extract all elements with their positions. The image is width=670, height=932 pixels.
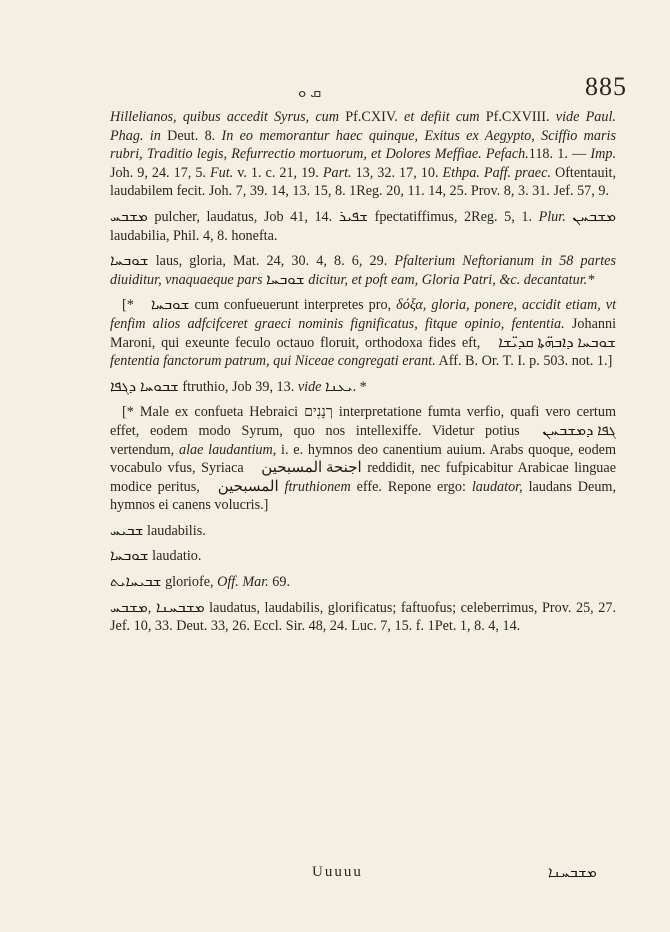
syriac-word: ܫܘܒܚܐ [150, 297, 190, 314]
page-body [110, 108, 616, 643]
entry-grammar: Part. [322, 164, 352, 181]
entry-text: alae laudantium, [178, 441, 277, 458]
entry-ref: 69. [268, 574, 291, 591]
entry-text: fententia fanctorum patrum, qui Niceae congregati erant. [110, 353, 436, 370]
entry-text: vertendum, [110, 441, 179, 458]
entry-text: gloriofe, [161, 574, 218, 591]
entry-laudabilis [110, 522, 616, 541]
syriac-word: ܡܫܒܚܢ [572, 208, 617, 225]
entry-gloriose [110, 573, 616, 592]
entry-laudatus: ܡܫܒܚ, ܡܫܒܚܢܐ laudatus, laudabilis, glorificatus; faftuofus; celeberrimus, Prov. 25, 27. Jef. 10, 33. Deut. 33, 26. Eccl. Sir. 48, 24. Luc. 7, 15. f. 1Pet. 1, 8. 4, 14. [110, 599, 616, 635]
entry-ref: Pf.CXVIII. [485, 109, 550, 125]
entry-ref: Pf.CXIV. [345, 109, 398, 125]
entry-ref: Off. Mar. [217, 574, 269, 591]
entry-text: vide Paul. Phag. in [110, 109, 616, 144]
entry-text: fpectatiffimus, 2Reg. 5, 1. [368, 208, 539, 225]
entry-grammar: Plur. [538, 208, 566, 225]
syriac-word: ܝܥܢܐ [325, 378, 353, 395]
entry-grammar: Fut. [209, 164, 234, 181]
entry-text: , gloria, ponere, accidit etiam, vt fenfim alios adfcifceret graeci nominis fignificatus, fitque [110, 297, 617, 332]
entry-laus [110, 252, 616, 289]
entry-text: et defiit cum [397, 109, 486, 125]
entry-text: [* [122, 297, 139, 314]
entry-pulcher [110, 208, 616, 245]
entry-ref: Joh. 9, 24. 17, 5. [110, 164, 210, 181]
entry-text: reddidit, nec fufpicabitur Arabicae linguae modice peritus, [110, 460, 616, 495]
syriac-headword: ܡܫܒܚ [110, 208, 148, 225]
syriac-headword: ܫܒܝܚܐܝܬ [110, 574, 162, 591]
entry-text: laudabilia, Phil. 4, 8. honefta. [110, 227, 278, 244]
entry-text: In eo memorantur haec quinque, Exitus ex Aegypto, Sciffio maris rubri, Traditio legis, Refurrectio mortuorum, et Dolores Meffiae. Pefach. [110, 127, 616, 163]
entry-grammar: vide [297, 378, 322, 395]
entry-text: cum confueuerunt interpretes pro, [189, 297, 397, 314]
entry-ref: Aff. B. Or. T. I. p. 503. not. 1.] [435, 353, 613, 370]
header-letter-mark: ܩ ܘ [298, 85, 322, 101]
entry-text: pulcher, laudatus, Job 41, 14. [147, 208, 339, 225]
arabic-word: المسبحين [217, 478, 279, 495]
entry-text: opinio, fententia. [464, 315, 565, 332]
entry-laudatio [110, 547, 616, 566]
greek-word: δόξα [396, 297, 423, 314]
syriac-headword: ܫܘܒܚܐ [110, 548, 149, 565]
entry-text: . * [352, 378, 367, 395]
entry-ref: Deut. 8. [167, 127, 216, 144]
entry-hillelianos [110, 108, 616, 201]
note-struthio [110, 403, 616, 515]
entry-struthio [110, 378, 616, 397]
hebrew-word: רְנָנִים [304, 404, 333, 421]
entry-text: Oftentauit, laudabilem fecit. Joh. 7, 39. 14, 13. 15, 8. 1Reg. 20, 11. 14, 25. Prov. 8, 3. 31. Jef. 57, 9. [110, 164, 617, 200]
entry-ref: 118. 1. — [528, 146, 591, 163]
entry-text: laudatio. [148, 548, 202, 565]
note-gloria [110, 296, 616, 370]
page-number: 885 [585, 72, 627, 101]
entry-text: ftruthio, Job 39, 13. [178, 378, 298, 395]
signature-mark: Uuuuu [312, 864, 363, 880]
page-footer [0, 864, 670, 886]
syriac-headword: ܡܫܒܚܢܐ [155, 599, 205, 616]
entry-grammar: Imp. [590, 146, 616, 163]
syriac-phrase: ܓܦܐ ܕܡܫܒܚܢ [542, 422, 616, 439]
entry-text: Johanni Maroni, qui exeunte feculo octauo floruit, orthodoxa fides eft, [110, 315, 617, 351]
entry-text: interpretatione fumta verfio, quafi vero certum effet, eodem modo Syrum, quo nos intellexiffe. Videtur potius [110, 404, 616, 439]
entry-text: laus, gloria, Mat. 24, 30. 4, 8. 6, 29. [148, 253, 395, 270]
entry-ref: 13, 32. 17, 10. [351, 164, 443, 181]
syriac-word: ܫܘܒܚܐ [266, 271, 305, 288]
entry-note: Pfalterium Neftorianum in 58 partes diuiditur, vnaquaeque pars [110, 253, 616, 288]
arabic-phrase: اجنحة المسبحين [261, 460, 362, 477]
entry-note: dicitur, et poft eam, Gloria Patri, &c. decantatur.* [304, 271, 595, 288]
entry-text: i. e. hymnos deo canentium auium. Arabs quoque, eodem vocabulo vfus, Syriaca [110, 441, 617, 477]
syriac-phrase: ܫܘܒܚܐ ܕܐܒܗ̈ܬܐ ܩܕܝ̈ܫܐ [498, 334, 616, 351]
entry-text: [* Male ex confueta Hebraici [122, 404, 305, 421]
entry-ref: v. 1. c. 21, 19. [233, 164, 323, 181]
entry-text: effe. Repone ergo: [350, 478, 472, 495]
entry-text: laudator, [471, 478, 523, 495]
syriac-word: ܫܦܝܪ [338, 208, 369, 225]
syriac-headword: ܫܒܘܚܐ ܕܓܦܐ [110, 378, 179, 395]
entry-text: laudans Deum, hymnos ei canens volucris.] [110, 478, 617, 514]
syriac-headword: ܫܒܝܚ [110, 522, 144, 539]
syriac-headword: ܫܘܒܚܐ [110, 253, 149, 270]
syriac-headword: ܡܫܒܚ [110, 599, 148, 616]
entry-text: laudabilis. [143, 522, 206, 539]
entry-text: Hillelianos, quibus accedit Syrus, cum [110, 109, 346, 125]
entry-text: ftruthionem [278, 478, 351, 495]
entry-grammar: Ethpa. Paff. praec. [442, 164, 551, 181]
entry-text: laudatus, laudabilis, glorificatus; faftuofus; celeberrimus, Prov. 25, 27. Jef. 10, 33. Deut. 33, 26. Eccl. Sir. 48, 24. Luc. 7, 15. f. 1Pet. 1, 8. 4, 14. [110, 599, 616, 635]
catchword: ܡܫܒܚܢܐ [548, 865, 597, 881]
page-header [0, 70, 670, 106]
